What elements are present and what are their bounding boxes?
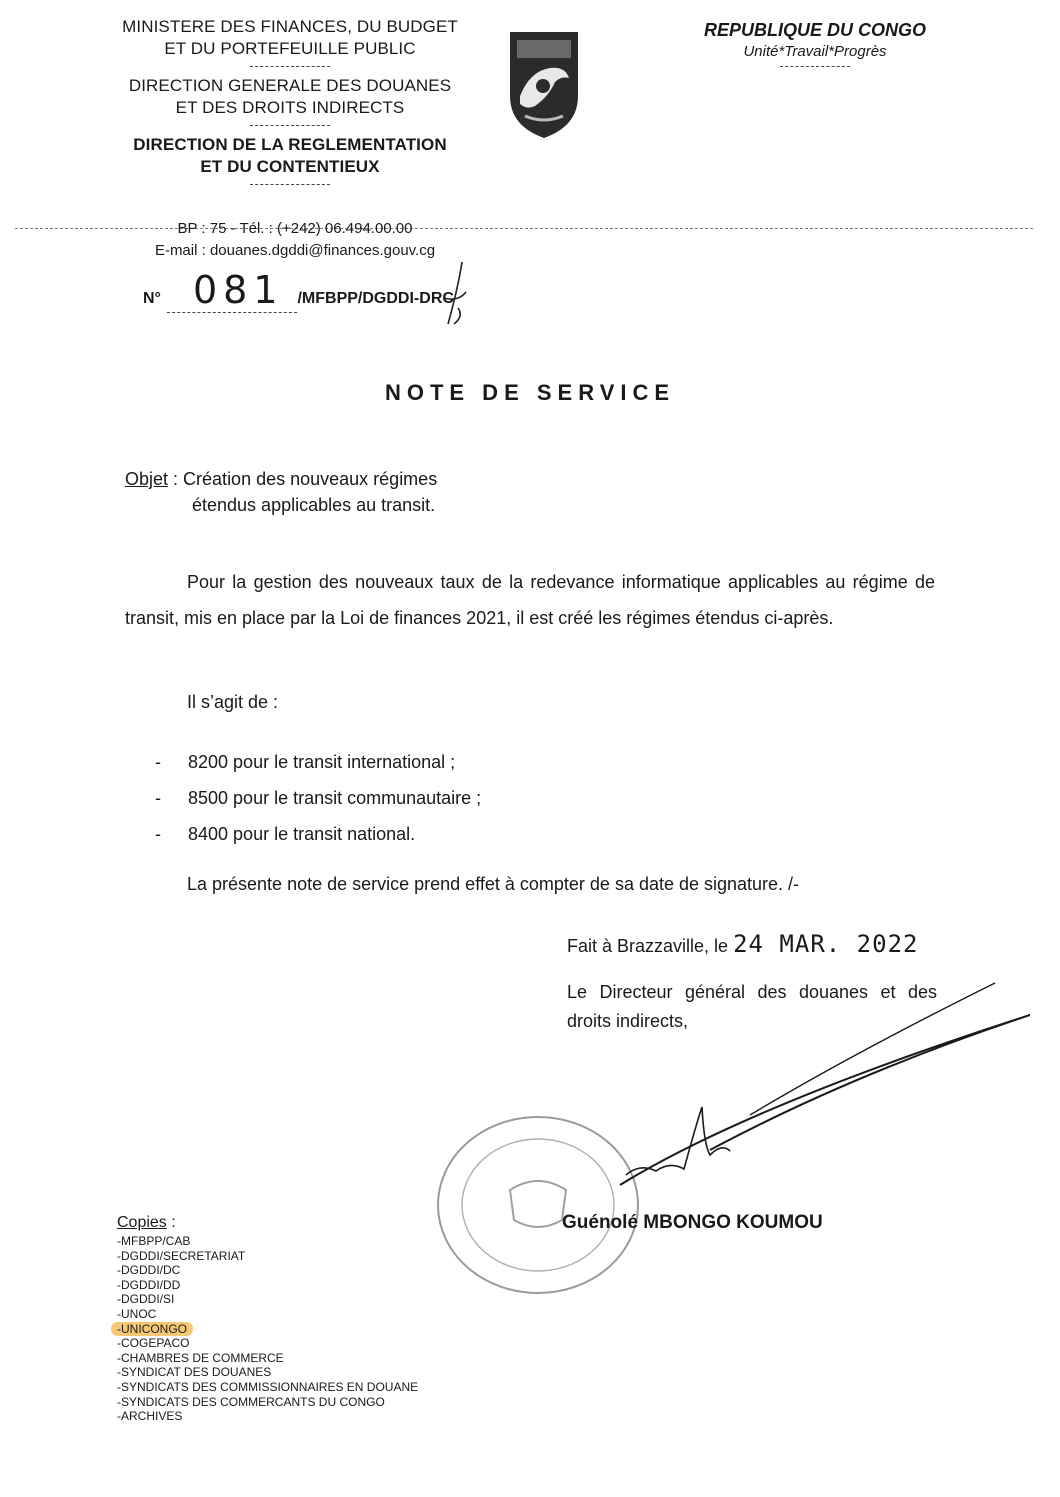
list-item: -SYNDICATS DES COMMERCANTS DU CONGO (117, 1394, 385, 1409)
list-item: -ARCHIVES (117, 1409, 183, 1424)
signature-scribble-icon (600, 975, 1040, 1205)
ministry-line-2: ET DU PORTEFEUILLE PUBLIC (164, 39, 416, 58)
list-item: - 8500 pour le transit communautaire ; (155, 788, 482, 808)
subject-separator: : (168, 469, 184, 489)
reference-number (143, 268, 454, 313)
reference-suffix: /MFBPP/DGDDI-DRC (297, 290, 454, 307)
signatory-name: Guénolé MBONGO KOUMOU (562, 1212, 823, 1233)
regime-item-text: 8500 pour le transit communautaire ; (188, 788, 482, 808)
list-item: -DGDDI/DD (117, 1277, 181, 1292)
handwritten-mark-icon (440, 258, 474, 330)
ministry-line-1: MINISTERE DES FINANCES, DU BUDGET (122, 17, 458, 36)
regime-item-text: 8200 pour le transit international ; (188, 752, 456, 772)
regime-list (155, 744, 481, 852)
republic-name: REPUBLIQUE DU CONGO (703, 20, 926, 40)
list-item: -CHAMBRES DE COMMERCE (117, 1350, 284, 1365)
copies-colon: : (166, 1214, 176, 1231)
list-item: -DGDDI/SECRETARIAT (117, 1248, 246, 1263)
ministry-header (100, 16, 480, 193)
list-item: -DGDDI/SI (117, 1292, 175, 1307)
header-separator (250, 184, 330, 185)
list-item: -UNOC (117, 1306, 157, 1321)
customs-emblem-icon (505, 26, 583, 140)
list-item: - 8200 pour le transit international ; (155, 752, 456, 772)
list-item: -SYNDICAT DES DOUANES (117, 1365, 272, 1380)
list-item (117, 1322, 418, 1337)
document-title: NOTE DE SERVICE (384, 380, 676, 405)
header-separator (780, 66, 850, 67)
header-separator (250, 66, 330, 67)
header-separator (250, 125, 330, 126)
contact-block (140, 218, 450, 262)
signing-date: 24 MAR. 2022 (733, 930, 919, 958)
email-address: E-mail : douanes.dgddi@finances.gouv.cg (154, 242, 436, 259)
list-item: -COGEPACO (117, 1336, 190, 1351)
reference-value: 081 (167, 268, 298, 313)
signing-place: Fait à Brazzaville, le (567, 936, 729, 956)
reference-prefix: N° (143, 290, 161, 307)
drc-line-2: ET DU CONTENTIEUX (200, 157, 380, 176)
copies-heading (117, 1214, 176, 1232)
highlighted-recipient: -UNICONGO (111, 1322, 193, 1336)
list-intro: Il s’agit de : (187, 692, 279, 712)
body-paragraph: Pour la gestion des nouveaux taux de la redevance informatique applicables au régime de transit, mis en place par la Loi de finances 2021, il est créé les régimes étendus ci-après. (125, 572, 935, 628)
subject-block (125, 466, 437, 518)
subject-label: Objet (125, 469, 169, 489)
republic-motto: Unité*Travail*Progrès (743, 43, 887, 60)
copies-list (117, 1234, 418, 1424)
list-item: -DGDDI/DC (117, 1263, 181, 1278)
dgddi-line-2: ET DES DROITS INDIRECTS (175, 98, 405, 117)
list-item: -MFBPP/CAB (117, 1234, 191, 1248)
drc-line-1: DIRECTION DE LA REGLEMENTATION (133, 135, 447, 154)
regime-item-text: 8400 pour le transit national. (188, 824, 416, 844)
subject-line-1: Création des nouveaux régimes (183, 469, 438, 489)
subject-line-2: étendus applicables au transit. (192, 495, 436, 515)
republic-header (690, 20, 940, 75)
dgddi-line-1: DIRECTION GENERALE DES DOUANES (128, 76, 452, 95)
copies-label: Copies (117, 1214, 167, 1231)
place-and-date (567, 930, 918, 958)
list-item: -SYNDICATS DES COMMISSIONNAIRES EN DOUANE (117, 1379, 419, 1394)
signatory-title: Le Directeur général des douanes et des droits indirects, (567, 982, 937, 1031)
list-item: - 8400 pour le transit national. (155, 824, 416, 844)
postal-phone: BP : 75 - Tél. : (+242) 06.494.00.00 (177, 220, 413, 237)
closing-sentence: La présente note de service prend effet à compter de sa date de signature. /- (187, 874, 800, 894)
